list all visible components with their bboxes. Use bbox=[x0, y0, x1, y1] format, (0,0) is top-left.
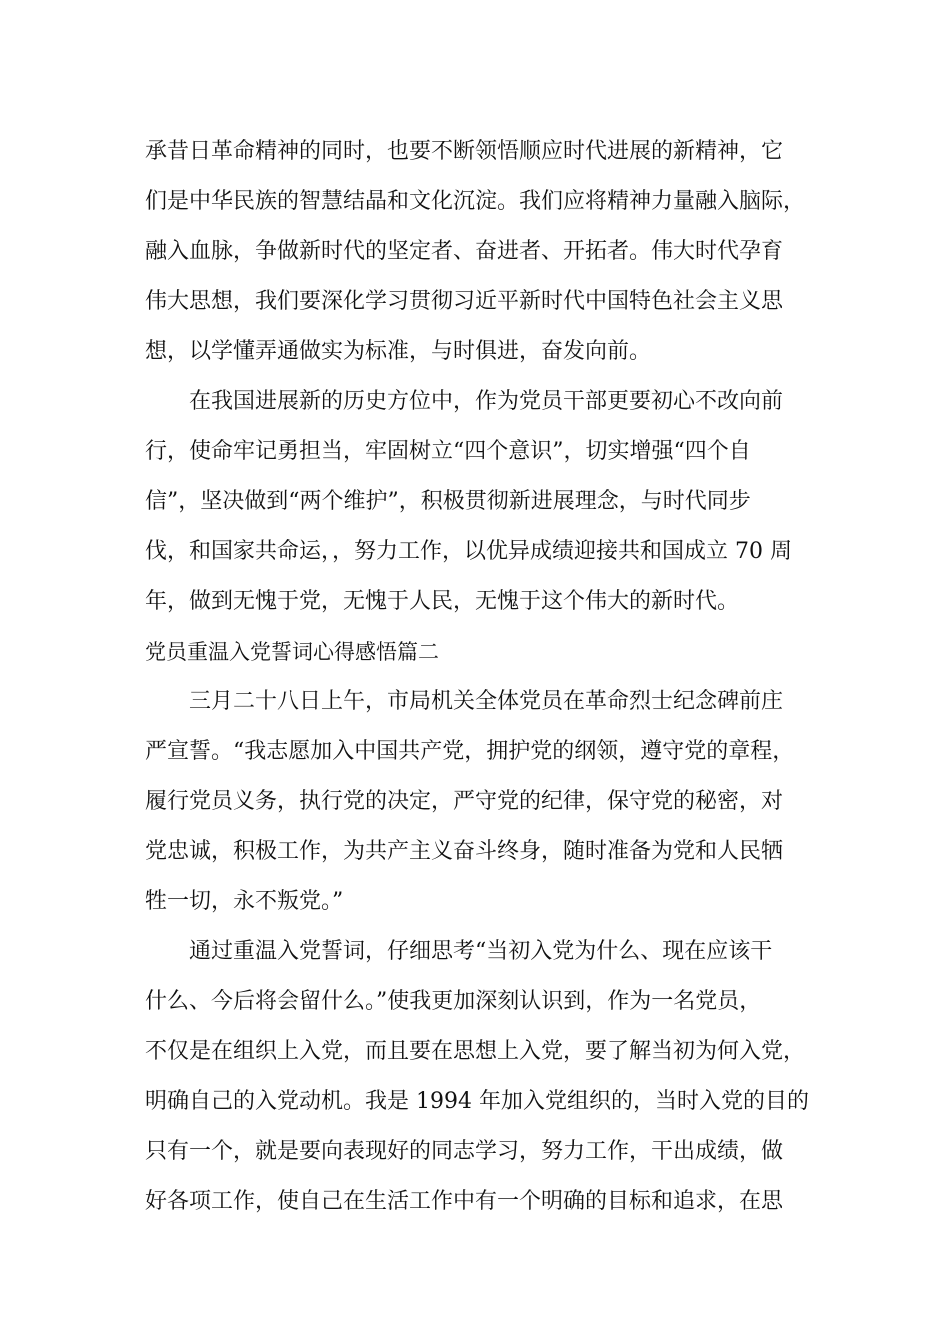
paragraph-line: 想，以学懂弄通做实为标准，与时俱进，奋发向前。 bbox=[145, 339, 652, 364]
document-body bbox=[145, 127, 825, 1227]
paragraph-line: 不仅是在组织上入党，而且要在思想上入党，要了解当初为何入党， bbox=[145, 1039, 806, 1064]
paragraph-line: 们是中华民族的智慧结晶和文化沉淀。我们应将精神力量融入脑际， bbox=[145, 189, 806, 214]
section-heading: 党员重温入党誓词心得感悟篇二 bbox=[145, 640, 439, 664]
paragraph-line: 明确自己的入党动机。我是 1994 年加入党组织的，当时入党的目的 bbox=[145, 1089, 809, 1114]
paragraph-line: 信”，坚决做到“两个维护”，积极贯彻新进展理念，与时代同步 bbox=[145, 489, 751, 514]
paragraph-line: 什么、今后将会留什么。”使我更加深刻认识到，作为一名党员， bbox=[145, 989, 762, 1014]
paragraph-line: 只有一个，就是要向表现好的同志学习，努力工作，干出成绩，做 bbox=[145, 1139, 784, 1164]
paragraph-line: 在我国进展新的历史方位中，作为党员干部更要初心不改向前 bbox=[189, 389, 784, 414]
paragraph-line: 严宣誓。“我志愿加入中国共产党，拥护党的纲领，遵守党的章程， bbox=[145, 739, 795, 764]
paragraph-line: 融入血脉，争做新时代的坚定者、奋进者、开拓者。伟大时代孕育 bbox=[145, 239, 784, 264]
paragraph-4 bbox=[145, 927, 825, 1227]
paragraph-line: 牲一切，永不叛党。” bbox=[145, 889, 344, 914]
paragraph-line: 年，做到无愧于党，无愧于人民，无愧于这个伟大的新时代。 bbox=[145, 589, 740, 614]
paragraph-line: 伐，和国家共命运，，努力工作，以优异成绩迎接共和国成立 70 周 bbox=[145, 539, 792, 564]
paragraph-line: 好各项工作，使自己在生活工作中有一个明确的目标和追求，在思 bbox=[145, 1189, 784, 1214]
paragraph-3 bbox=[145, 677, 825, 927]
paragraph-line: 三月二十八日上午，市局机关全体党员在革命烈士纪念碑前庄 bbox=[189, 689, 784, 714]
paragraph-2 bbox=[145, 377, 825, 627]
paragraph-line: 伟大思想，我们要深化学习贯彻习近平新时代中国特色社会主义思 bbox=[145, 289, 784, 314]
paragraph-line: 履行党员义务，执行党的决定，严守党的纪律，保守党的秘密，对 bbox=[145, 789, 784, 814]
paragraph-line: 行，使命牢记勇担当，牢固树立“四个意识”，切实增强“四个自 bbox=[145, 439, 751, 464]
paragraph-line: 承昔日革命精神的同时，也要不断领悟顺应时代进展的新精神，它 bbox=[145, 139, 784, 164]
paragraph-1 bbox=[145, 127, 825, 377]
paragraph-line: 通过重温入党誓词，仔细思考“当初入党为什么、现在应该干 bbox=[189, 939, 773, 964]
paragraph-line: 党忠诚，积极工作，为共产主义奋斗终身，随时准备为党和人民牺 bbox=[145, 839, 784, 864]
